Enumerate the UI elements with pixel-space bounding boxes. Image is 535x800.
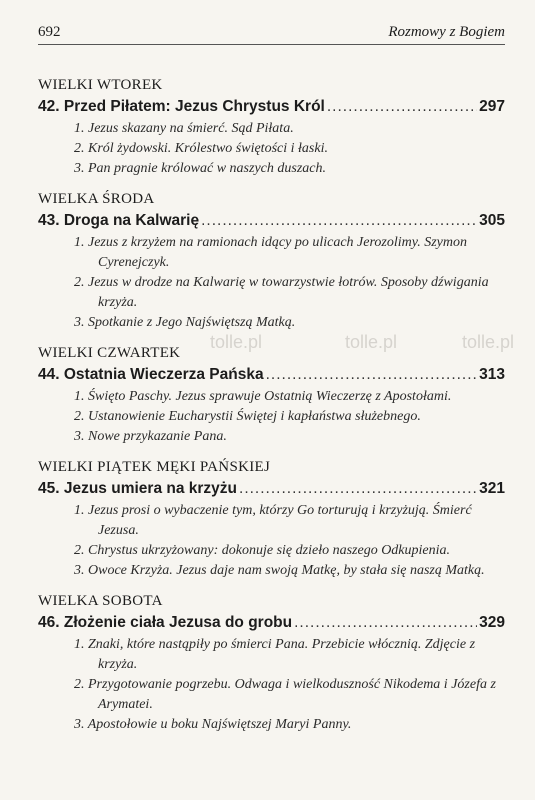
entry-page: 297 bbox=[479, 98, 505, 115]
list-item: 1. Jezus skazany na śmierć. Sąd Piłata. bbox=[74, 121, 294, 136]
toc-section bbox=[38, 457, 505, 581]
toc-entry bbox=[38, 365, 505, 385]
list-item: 2. Król żydowski. Królestwo świętości i łaski. bbox=[74, 141, 328, 156]
dot-leader bbox=[201, 211, 477, 231]
entry-page: 313 bbox=[479, 366, 505, 383]
entry-label: 43. Droga na Kalwarię bbox=[38, 212, 200, 229]
list-item: 3. Spotkanie z Jego Najświętszą Matką. bbox=[74, 315, 296, 330]
section-title: WIELKI CZWARTEK bbox=[38, 345, 181, 361]
header-rule bbox=[38, 44, 505, 45]
list-item: 2. Ustanowienie Eucharystii Świętej i kapłaństwa służebnego. bbox=[74, 409, 421, 424]
list-item: 1. Święto Paschy. Jezus sprawuje Ostatnią Wieczerzę z Apostołami. bbox=[74, 389, 452, 404]
toc-section bbox=[38, 75, 505, 179]
point-list bbox=[38, 233, 505, 333]
page-number: 692 bbox=[38, 24, 61, 40]
dot-leader bbox=[239, 479, 477, 499]
dot-leader bbox=[294, 613, 477, 633]
list-item: 3. Apostołowie u boku Najświętszej Maryi Panny. bbox=[74, 717, 352, 732]
list-item: 1. Jezus prosi o wybaczenie tym, którzy Go torturują i krzyżują. Śmierć Jezusa. bbox=[74, 503, 472, 538]
table-of-contents bbox=[38, 75, 505, 745]
watermark: tolle.pl bbox=[462, 332, 515, 352]
toc-section bbox=[38, 591, 505, 735]
toc-entry bbox=[38, 211, 505, 231]
point-list bbox=[38, 387, 505, 447]
section-title: WIELKI PIĄTEK MĘKI PAŃSKIEJ bbox=[38, 459, 271, 475]
list-item: 2. Przygotowanie pogrzebu. Odwaga i wielkoduszność Nikodema i Józefa z Arymatei. bbox=[74, 677, 496, 712]
list-item: 2. Chrystus ukrzyżowany: dokonuje się dzieło naszego Odkupienia. bbox=[74, 543, 451, 558]
watermark: tolle.pl bbox=[210, 332, 263, 352]
toc-entry bbox=[38, 479, 505, 499]
entry-label: 45. Jezus umiera na krzyżu bbox=[38, 480, 238, 497]
section-title: WIELKA ŚRODA bbox=[38, 191, 155, 207]
running-head bbox=[38, 24, 505, 41]
list-item: 3. Nowe przykazanie Pana. bbox=[74, 429, 227, 444]
entry-label: 46. Złożenie ciała Jezusa do grobu bbox=[38, 614, 293, 631]
list-item: 3. Owoce Krzyża. Jezus daje nam swoją Matkę, by stała się naszą Matką. bbox=[74, 563, 485, 578]
toc-entry bbox=[38, 97, 505, 117]
point-list bbox=[38, 119, 505, 179]
watermark: tolle.pl bbox=[345, 332, 398, 352]
entry-page: 321 bbox=[479, 480, 505, 497]
point-list bbox=[38, 635, 505, 735]
section-title: WIELKI WTOREK bbox=[38, 77, 163, 93]
toc-section bbox=[38, 189, 505, 333]
section-title: WIELKA SOBOTA bbox=[38, 593, 163, 609]
dot-leader bbox=[327, 97, 477, 117]
book-title: Rozmowy z Bogiem bbox=[388, 24, 505, 40]
entry-page: 329 bbox=[479, 614, 505, 631]
list-item: 2. Jezus w drodze na Kalwarię w towarzystwie łotrów. Sposoby dźwigania krzyża. bbox=[74, 275, 489, 310]
entry-label: 42. Przed Piłatem: Jezus Chrystus Król bbox=[38, 98, 325, 115]
point-list bbox=[38, 501, 505, 581]
toc-section bbox=[38, 343, 505, 447]
list-item: 3. Pan pragnie królować w naszych duszach. bbox=[74, 161, 326, 176]
list-item: 1. Znaki, które nastąpiły po śmierci Pana. Przebicie włócznią. Zdjęcie z krzyża. bbox=[74, 637, 476, 672]
entry-label: 44. Ostatnia Wieczerza Pańska bbox=[38, 366, 264, 383]
entry-page: 305 bbox=[479, 212, 505, 229]
toc-entry bbox=[38, 613, 505, 633]
dot-leader bbox=[266, 365, 478, 385]
list-item: 1. Jezus z krzyżem na ramionach idący po ulicach Jerozolimy. Szymon Cyrenejczyk. bbox=[74, 235, 467, 270]
